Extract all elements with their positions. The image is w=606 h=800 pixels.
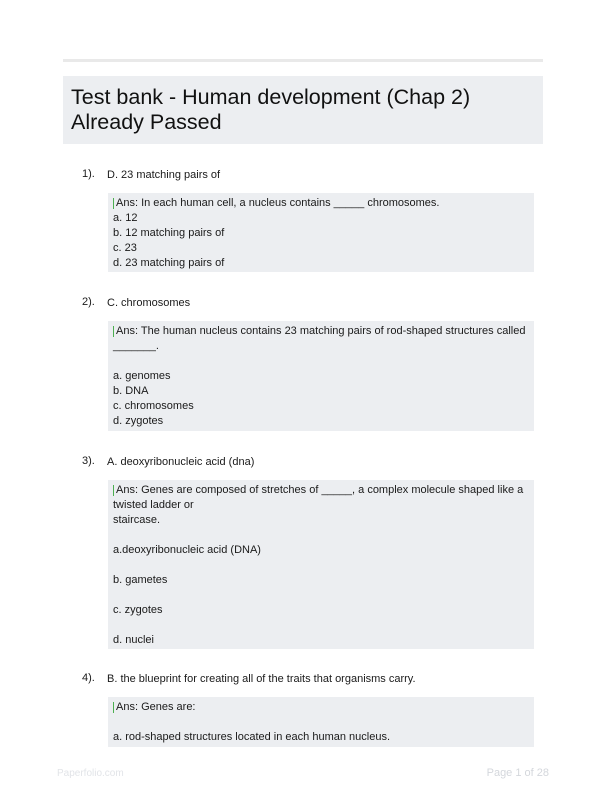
question-answer: A. deoxyribonucleic acid (dna) xyxy=(107,456,255,468)
answer-line: Ans: Genes are: xyxy=(113,700,530,715)
answer-option: a. 12 xyxy=(113,212,138,224)
answer-line: staircase. xyxy=(113,514,161,526)
top-divider xyxy=(63,59,543,62)
blank-line xyxy=(113,715,530,730)
question-number: 2). xyxy=(82,296,95,308)
answer-line: twisted ladder or xyxy=(113,499,194,511)
page-title xyxy=(63,76,543,144)
blank-line xyxy=(113,618,530,633)
question-answer: C. chromosomes xyxy=(107,297,191,309)
answer-option: c. chromosomes xyxy=(113,400,194,412)
answer-option: c. 23 xyxy=(113,242,137,254)
footer-watermark: Paperfolio.com xyxy=(57,768,124,779)
answer-box xyxy=(108,697,534,747)
blank-line xyxy=(113,354,530,369)
answer-option: a. rod-shaped structures located in each human nucleus. xyxy=(113,731,390,743)
blank-line xyxy=(113,528,530,543)
answer-option: a.deoxyribonucleic acid (DNA) xyxy=(113,544,261,556)
answer-line: Ans: Genes are composed of stretches of _____, a complex molecule shaped like a xyxy=(113,483,530,498)
question-number: 4). xyxy=(82,672,95,684)
answer-option: b. gametes xyxy=(113,574,168,586)
answer-option: d. 23 matching pairs of xyxy=(113,257,225,269)
answer-option: d. zygotes xyxy=(113,415,164,427)
answer-option: b. DNA xyxy=(113,385,149,397)
title-line-1: Test bank - Human development (Chap 2) xyxy=(71,85,471,109)
question-answer: D. 23 matching pairs of xyxy=(107,169,221,181)
title-line-2: Already Passed xyxy=(71,110,222,134)
question-number: 1). xyxy=(82,168,95,180)
answer-option: b. 12 matching pairs of xyxy=(113,227,225,239)
blank-line xyxy=(113,588,530,603)
question-number: 3). xyxy=(82,455,95,467)
answer-line: Ans: The human nucleus contains 23 matching pairs of rod-shaped structures called xyxy=(113,324,530,339)
answer-line: _______. xyxy=(113,340,159,352)
blank-line xyxy=(113,558,530,573)
page-number: Page 1 of 28 xyxy=(486,767,549,779)
answer-option: a. genomes xyxy=(113,370,171,382)
answer-box xyxy=(108,480,534,649)
answer-option: c. zygotes xyxy=(113,604,163,616)
question-answer: B. the blueprint for creating all of the traits that organisms carry. xyxy=(107,673,416,685)
answer-line: Ans: In each human cell, a nucleus contains _____ chromosomes. xyxy=(113,196,530,211)
answer-box xyxy=(108,193,534,272)
answer-box xyxy=(108,321,534,431)
answer-option: d. nuclei xyxy=(113,634,154,646)
